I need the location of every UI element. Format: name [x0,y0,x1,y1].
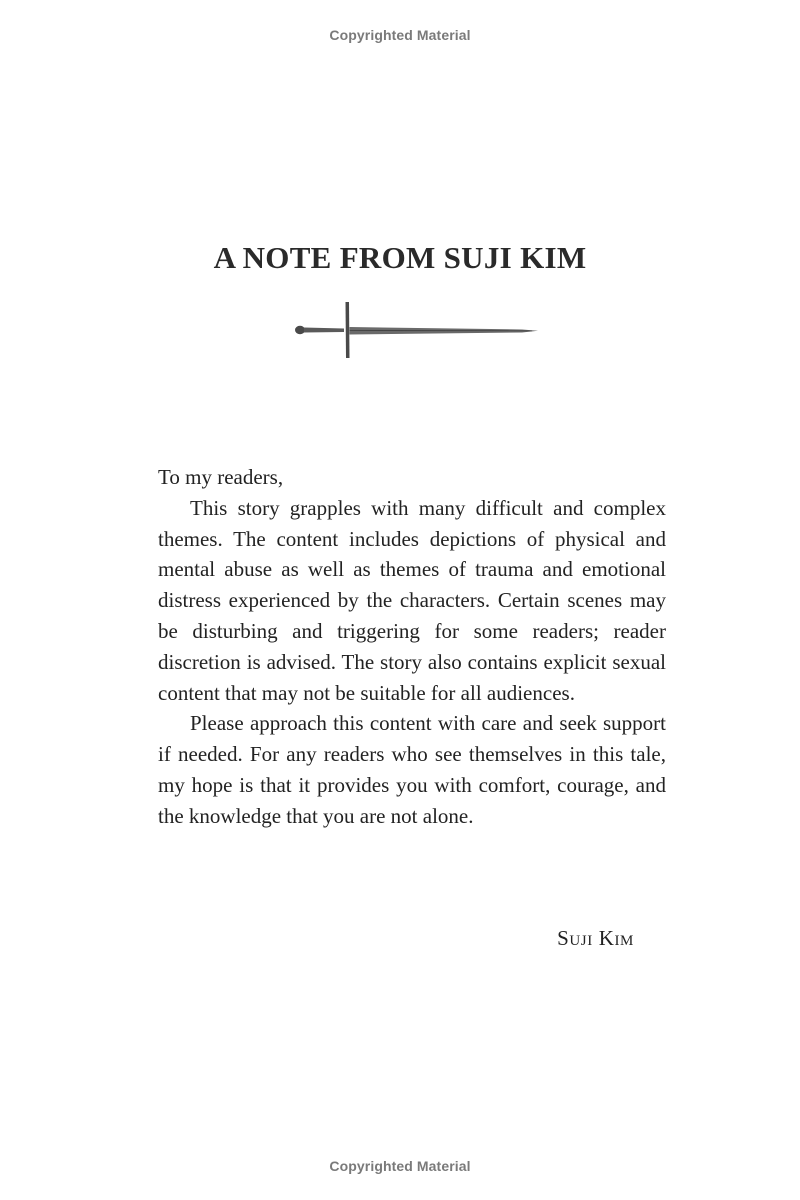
paragraph-2: Please approach this content with care and seek support if needed. For any readers who see themselves in this tale, my hope is that it provides you with comfort, courage, and the knowledge that you are not alone. [158,711,666,828]
paragraph-1: This story grapples with many difficult and complex themes. The content includes depictions of physical and mental abuse as well as themes of trauma and emotional distress experienced by the characters. Certain scenes may be disturbing and triggering for some readers; reader discretion is advised. The story also contains explicit sexual content that may not be suitable for all audiences. [158,495,666,705]
salutation: To my readers, [158,465,284,489]
signature: Suji Kim [557,926,634,950]
note-body [158,462,666,832]
sword-icon [292,300,540,362]
watermark-bottom: Copyrighted Material [329,1158,471,1174]
page-title: A NOTE FROM SUJI KIM [213,240,587,275]
watermark-top: Copyrighted Material [329,27,471,43]
